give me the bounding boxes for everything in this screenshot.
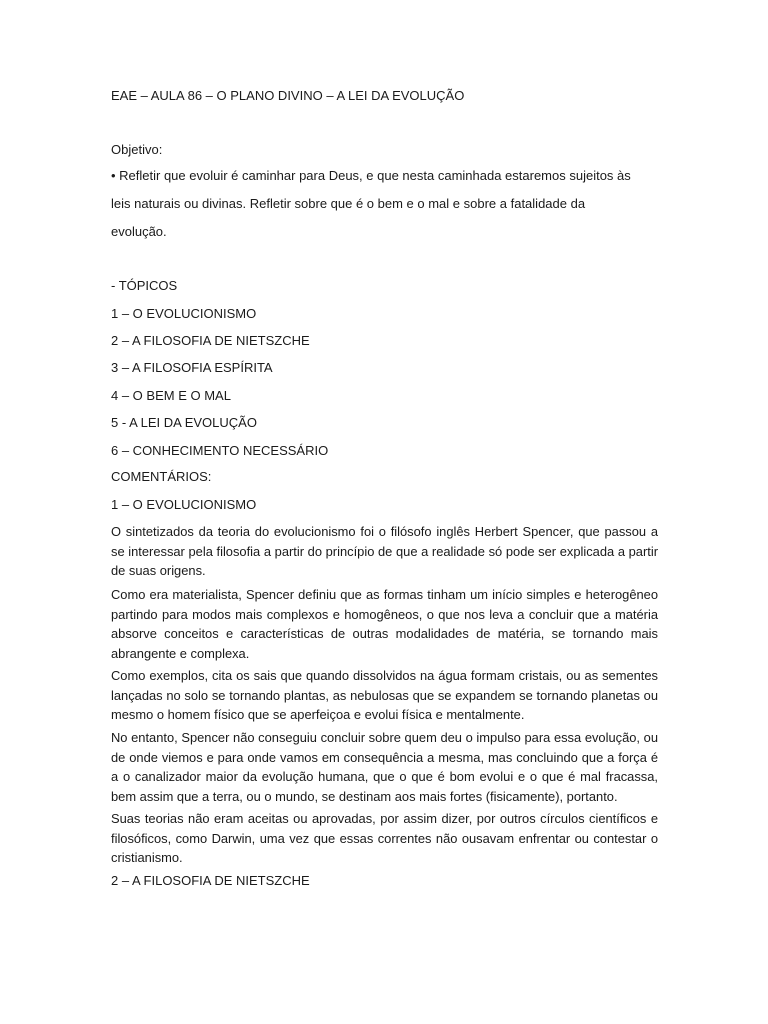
topic-item: 1 – O EVOLUCIONISMO [111,306,257,321]
section-heading: 1 – O EVOLUCIONISMO [111,497,257,512]
comments-heading: COMENTÁRIOS: [111,469,212,484]
objective-heading: Objetivo: [111,142,163,157]
topic-item: 6 – CONHECIMENTO NECESSÁRIO [111,443,329,458]
objective-line: leis naturais ou divinas. Refletir sobre que é o bem e o mal e sobre a fatalidade da [111,196,586,211]
topic-item: 5 - A LEI DA EVOLUÇÃO [111,415,257,430]
body-paragraph: O sintetizados da teoria do evolucionismo foi o filósofo inglês Herbert Spencer, que passou a se interessar pela filosofia a partir do princípio de que a realidade só pode ser explicada a partir de suas origens. [111,524,658,578]
body-paragraph: Como exemplos, cita os sais que quando dissolvidos na água formam cristais, ou as sementes lançadas no solo se tornando plantas, as nebulosas que se expandem se tornando planetas ou mesmo o homem físico que se aperfeiçoa e evolui física e mentalmente. [111,668,658,722]
topic-item: 4 – O BEM E O MAL [111,388,231,403]
body-paragraph: Como era materialista, Spencer definiu que as formas tinham um início simples e heterogêneo partindo para modos mais complexos e homogêneos, o que nos leva a concluir que a matéria absorve conceitos e características de outras modalidades de matéria, se tornando mais abrangente e complexa. [111,587,658,661]
objective-line: • Refletir que evoluir é caminhar para Deus, e que nesta caminhada estaremos sujeitos às [111,168,631,183]
topic-item: 3 – A FILOSOFIA ESPÍRITA [111,360,273,375]
body-paragraph: Suas teorias não eram aceitas ou aprovadas, por assim dizer, por outros círculos científicos e filosóficos, como Darwin, uma vez que essas correntes não ousavam enfrentar ou contestar o cristianismo. [111,811,658,865]
topic-item: 2 – A FILOSOFIA DE NIETSZCHE [111,333,310,348]
topics-heading: - TÓPICOS [111,278,178,293]
body-paragraph: No entanto, Spencer não conseguiu concluir sobre quem deu o impulso para essa evolução, ou de onde viemos e para onde vamos em consequência a mesma, mas concluindo que a força é a o canalizador maior da evolução humana, que o que é bom evolui e o que é mal fracassa, bem assim que a terra, ou o mundo, se destinam aos mais fortes (fisicamente), portanto. [111,730,658,804]
document-title: EAE – AULA 86 – O PLANO DIVINO – A LEI DA EVOLUÇÃO [111,88,465,103]
objective-line: evolução. [111,224,167,239]
section-heading: 2 – A FILOSOFIA DE NIETSZCHE [111,873,310,888]
